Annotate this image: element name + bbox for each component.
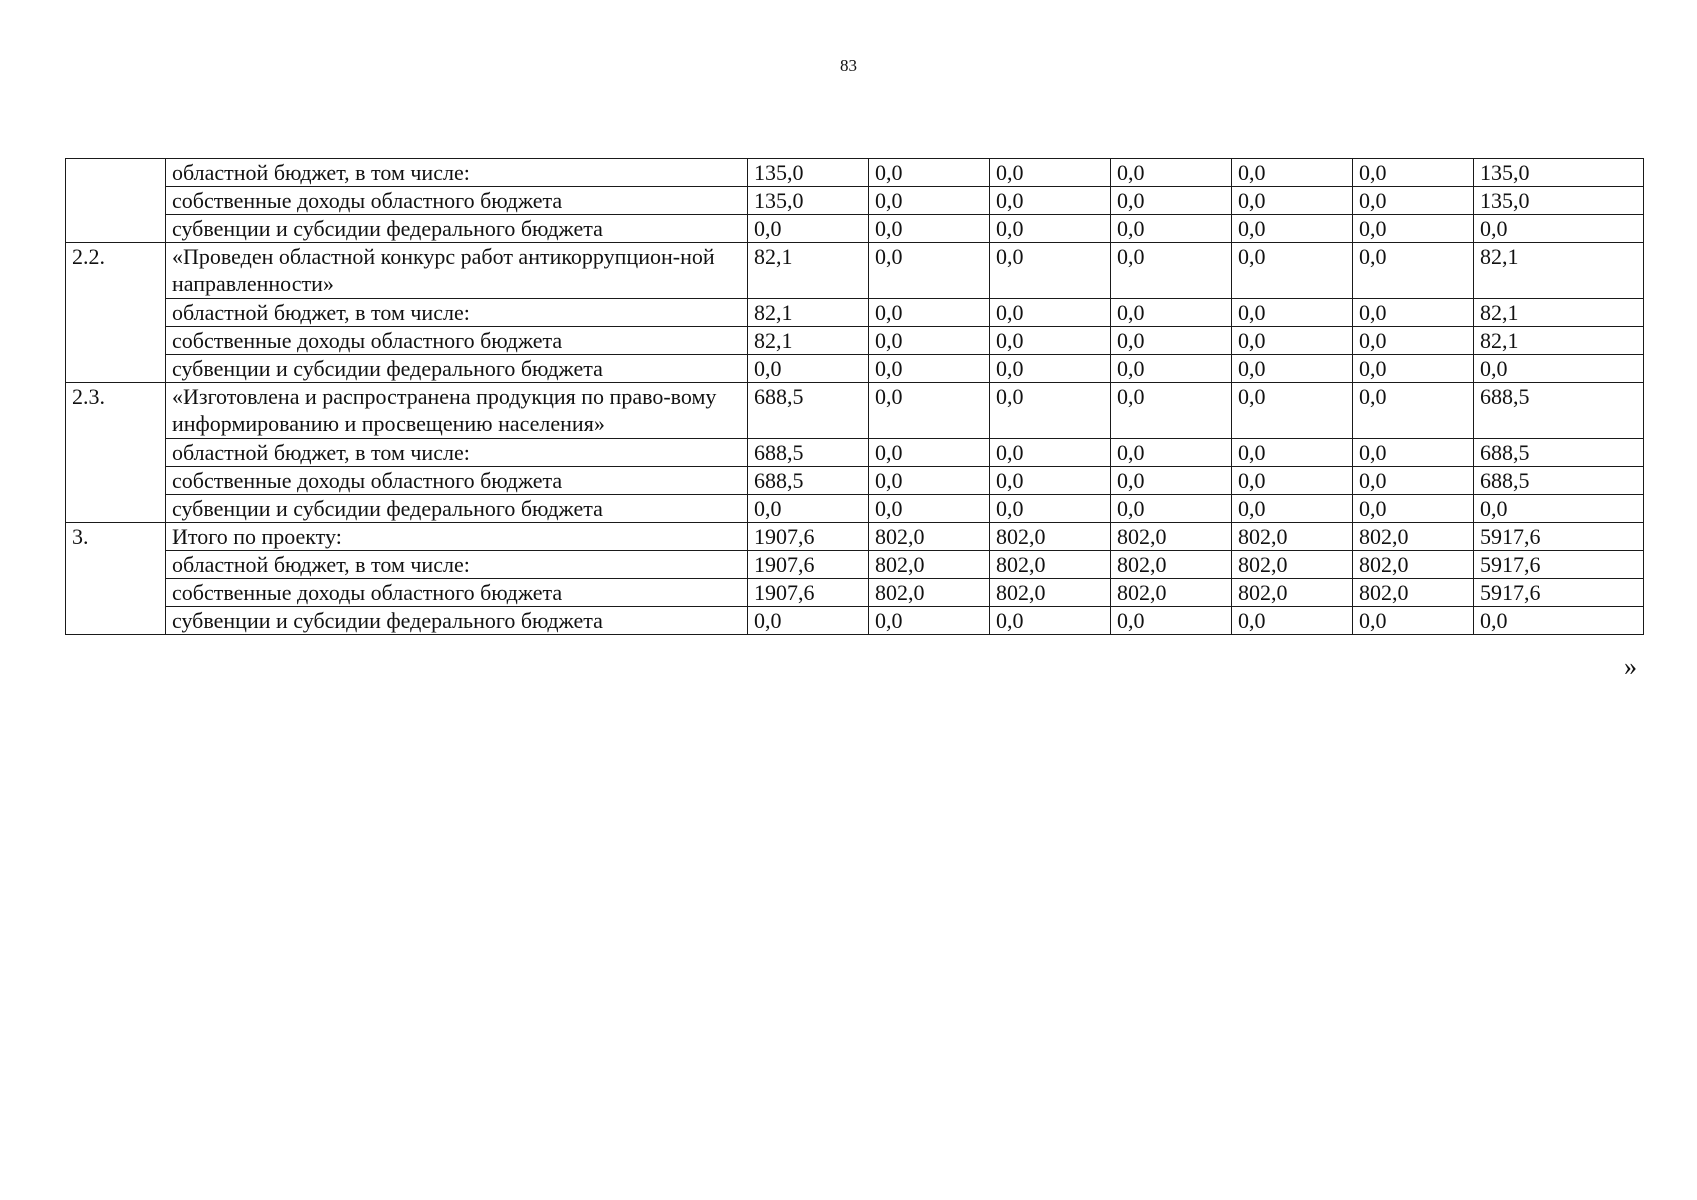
value-cell: 0,0 bbox=[1111, 299, 1232, 327]
table-row bbox=[66, 327, 1644, 355]
value-cell: 802,0 bbox=[1232, 523, 1353, 551]
value-cell: 0,0 bbox=[748, 355, 869, 383]
value-cell: 0,0 bbox=[1353, 495, 1474, 523]
value-cell: 82,1 bbox=[748, 299, 869, 327]
value-cell: 0,0 bbox=[869, 299, 990, 327]
value-cell: 0,0 bbox=[748, 607, 869, 635]
value-cell: 0,0 bbox=[1353, 159, 1474, 187]
row-name-cell: собственные доходы областного бюджета bbox=[166, 327, 748, 355]
row-name-cell: субвенции и субсидии федерального бюджета bbox=[166, 495, 748, 523]
value-cell: 0,0 bbox=[1353, 327, 1474, 355]
row-name-cell: субвенции и субсидии федерального бюджета bbox=[166, 607, 748, 635]
value-cell: 688,5 bbox=[748, 439, 869, 467]
value-cell: 0,0 bbox=[869, 243, 990, 299]
value-cell: 802,0 bbox=[1111, 551, 1232, 579]
value-cell: 0,0 bbox=[1111, 607, 1232, 635]
value-cell: 802,0 bbox=[1353, 579, 1474, 607]
value-cell: 0,0 bbox=[1111, 327, 1232, 355]
value-cell: 0,0 bbox=[1111, 243, 1232, 299]
value-cell: 135,0 bbox=[748, 159, 869, 187]
value-cell: 0,0 bbox=[990, 327, 1111, 355]
value-cell: 0,0 bbox=[1353, 607, 1474, 635]
row-name-cell: собственные доходы областного бюджета bbox=[166, 467, 748, 495]
value-cell: 0,0 bbox=[1111, 215, 1232, 243]
total-cell: 5917,6 bbox=[1474, 579, 1644, 607]
row-number-cell: 2.2. bbox=[66, 243, 166, 383]
value-cell: 0,0 bbox=[990, 355, 1111, 383]
total-cell: 688,5 bbox=[1474, 439, 1644, 467]
value-cell: 802,0 bbox=[1353, 551, 1474, 579]
value-cell: 0,0 bbox=[1353, 187, 1474, 215]
value-cell: 0,0 bbox=[1111, 383, 1232, 439]
row-name-cell: областной бюджет, в том числе: bbox=[166, 551, 748, 579]
value-cell: 0,0 bbox=[1232, 607, 1353, 635]
value-cell: 0,0 bbox=[869, 159, 990, 187]
value-cell: 0,0 bbox=[869, 215, 990, 243]
value-cell: 0,0 bbox=[1353, 243, 1474, 299]
value-cell: 0,0 bbox=[1232, 187, 1353, 215]
total-cell: 135,0 bbox=[1474, 159, 1644, 187]
table-row bbox=[66, 215, 1644, 243]
value-cell: 802,0 bbox=[869, 551, 990, 579]
value-cell: 0,0 bbox=[869, 439, 990, 467]
value-cell: 688,5 bbox=[748, 467, 869, 495]
value-cell: 0,0 bbox=[990, 607, 1111, 635]
value-cell: 802,0 bbox=[869, 523, 990, 551]
value-cell: 802,0 bbox=[869, 579, 990, 607]
value-cell: 0,0 bbox=[869, 607, 990, 635]
row-name-cell: областной бюджет, в том числе: bbox=[166, 439, 748, 467]
value-cell: 0,0 bbox=[990, 495, 1111, 523]
total-cell: 0,0 bbox=[1474, 355, 1644, 383]
total-cell: 82,1 bbox=[1474, 327, 1644, 355]
value-cell: 802,0 bbox=[1111, 579, 1232, 607]
value-cell: 0,0 bbox=[990, 187, 1111, 215]
table-row bbox=[66, 551, 1644, 579]
value-cell: 82,1 bbox=[748, 327, 869, 355]
closing-quote: » bbox=[1624, 652, 1637, 681]
value-cell: 1907,6 bbox=[748, 551, 869, 579]
table-row bbox=[66, 159, 1644, 187]
value-cell: 802,0 bbox=[1232, 579, 1353, 607]
total-cell: 82,1 bbox=[1474, 243, 1644, 299]
table-row bbox=[66, 383, 1644, 439]
row-name-cell: областной бюджет, в том числе: bbox=[166, 159, 748, 187]
value-cell: 0,0 bbox=[1232, 467, 1353, 495]
value-cell: 0,0 bbox=[1232, 327, 1353, 355]
total-cell: 5917,6 bbox=[1474, 523, 1644, 551]
total-cell: 0,0 bbox=[1474, 607, 1644, 635]
value-cell: 0,0 bbox=[1353, 355, 1474, 383]
value-cell: 0,0 bbox=[990, 215, 1111, 243]
table-row bbox=[66, 187, 1644, 215]
value-cell: 0,0 bbox=[1111, 187, 1232, 215]
value-cell: 0,0 bbox=[990, 467, 1111, 495]
budget-table bbox=[65, 158, 1644, 635]
value-cell: 0,0 bbox=[1111, 159, 1232, 187]
row-name-cell: собственные доходы областного бюджета bbox=[166, 579, 748, 607]
value-cell: 1907,6 bbox=[748, 523, 869, 551]
value-cell: 0,0 bbox=[1232, 243, 1353, 299]
row-name-cell: субвенции и субсидии федерального бюджета bbox=[166, 215, 748, 243]
value-cell: 802,0 bbox=[990, 551, 1111, 579]
value-cell: 0,0 bbox=[869, 327, 990, 355]
value-cell: 0,0 bbox=[1111, 467, 1232, 495]
total-cell: 82,1 bbox=[1474, 299, 1644, 327]
value-cell: 0,0 bbox=[1232, 383, 1353, 439]
total-cell: 0,0 bbox=[1474, 215, 1644, 243]
value-cell: 0,0 bbox=[869, 495, 990, 523]
total-cell: 688,5 bbox=[1474, 383, 1644, 439]
row-number-cell: 2.3. bbox=[66, 383, 166, 523]
value-cell: 0,0 bbox=[869, 355, 990, 383]
value-cell: 0,0 bbox=[869, 187, 990, 215]
value-cell: 0,0 bbox=[1111, 355, 1232, 383]
value-cell: 0,0 bbox=[990, 383, 1111, 439]
value-cell: 802,0 bbox=[1111, 523, 1232, 551]
total-cell: 135,0 bbox=[1474, 187, 1644, 215]
value-cell: 0,0 bbox=[990, 243, 1111, 299]
row-name-cell: «Изготовлена и распространена продукция по право-вому информированию и просвещению населения» bbox=[166, 383, 748, 439]
row-name-cell: «Проведен областной конкурс работ антикоррупцион-ной направленности» bbox=[166, 243, 748, 299]
value-cell: 0,0 bbox=[1232, 159, 1353, 187]
value-cell: 0,0 bbox=[990, 439, 1111, 467]
table-row bbox=[66, 299, 1644, 327]
value-cell: 0,0 bbox=[1353, 299, 1474, 327]
row-name-cell: субвенции и субсидии федерального бюджета bbox=[166, 355, 748, 383]
table-row bbox=[66, 467, 1644, 495]
table-row bbox=[66, 495, 1644, 523]
table-row bbox=[66, 439, 1644, 467]
row-number-cell bbox=[66, 159, 166, 243]
value-cell: 0,0 bbox=[1232, 299, 1353, 327]
total-cell: 5917,6 bbox=[1474, 551, 1644, 579]
value-cell: 0,0 bbox=[1232, 495, 1353, 523]
table-row bbox=[66, 523, 1644, 551]
value-cell: 82,1 bbox=[748, 243, 869, 299]
value-cell: 802,0 bbox=[1232, 551, 1353, 579]
page-number: 83 bbox=[840, 56, 857, 75]
value-cell: 0,0 bbox=[1232, 355, 1353, 383]
value-cell: 0,0 bbox=[748, 495, 869, 523]
row-name-cell: собственные доходы областного бюджета bbox=[166, 187, 748, 215]
value-cell: 0,0 bbox=[1353, 467, 1474, 495]
total-cell: 688,5 bbox=[1474, 467, 1644, 495]
value-cell: 0,0 bbox=[1353, 439, 1474, 467]
value-cell: 135,0 bbox=[748, 187, 869, 215]
row-number-cell: 3. bbox=[66, 523, 166, 635]
row-name-cell: Итого по проекту: bbox=[166, 523, 748, 551]
value-cell: 0,0 bbox=[869, 467, 990, 495]
value-cell: 0,0 bbox=[1111, 439, 1232, 467]
row-name-cell: областной бюджет, в том числе: bbox=[166, 299, 748, 327]
value-cell: 0,0 bbox=[1232, 215, 1353, 243]
value-cell: 802,0 bbox=[1353, 523, 1474, 551]
value-cell: 0,0 bbox=[748, 215, 869, 243]
table-row bbox=[66, 579, 1644, 607]
value-cell: 0,0 bbox=[869, 383, 990, 439]
budget-table-body bbox=[66, 159, 1644, 635]
value-cell: 1907,6 bbox=[748, 579, 869, 607]
total-cell: 0,0 bbox=[1474, 495, 1644, 523]
value-cell: 0,0 bbox=[1232, 439, 1353, 467]
value-cell: 688,5 bbox=[748, 383, 869, 439]
value-cell: 802,0 bbox=[990, 523, 1111, 551]
table-row bbox=[66, 243, 1644, 299]
value-cell: 0,0 bbox=[1111, 495, 1232, 523]
table-row bbox=[66, 607, 1644, 635]
value-cell: 0,0 bbox=[990, 159, 1111, 187]
value-cell: 0,0 bbox=[1353, 215, 1474, 243]
value-cell: 0,0 bbox=[990, 299, 1111, 327]
value-cell: 0,0 bbox=[1353, 383, 1474, 439]
table-row bbox=[66, 355, 1644, 383]
value-cell: 802,0 bbox=[990, 579, 1111, 607]
